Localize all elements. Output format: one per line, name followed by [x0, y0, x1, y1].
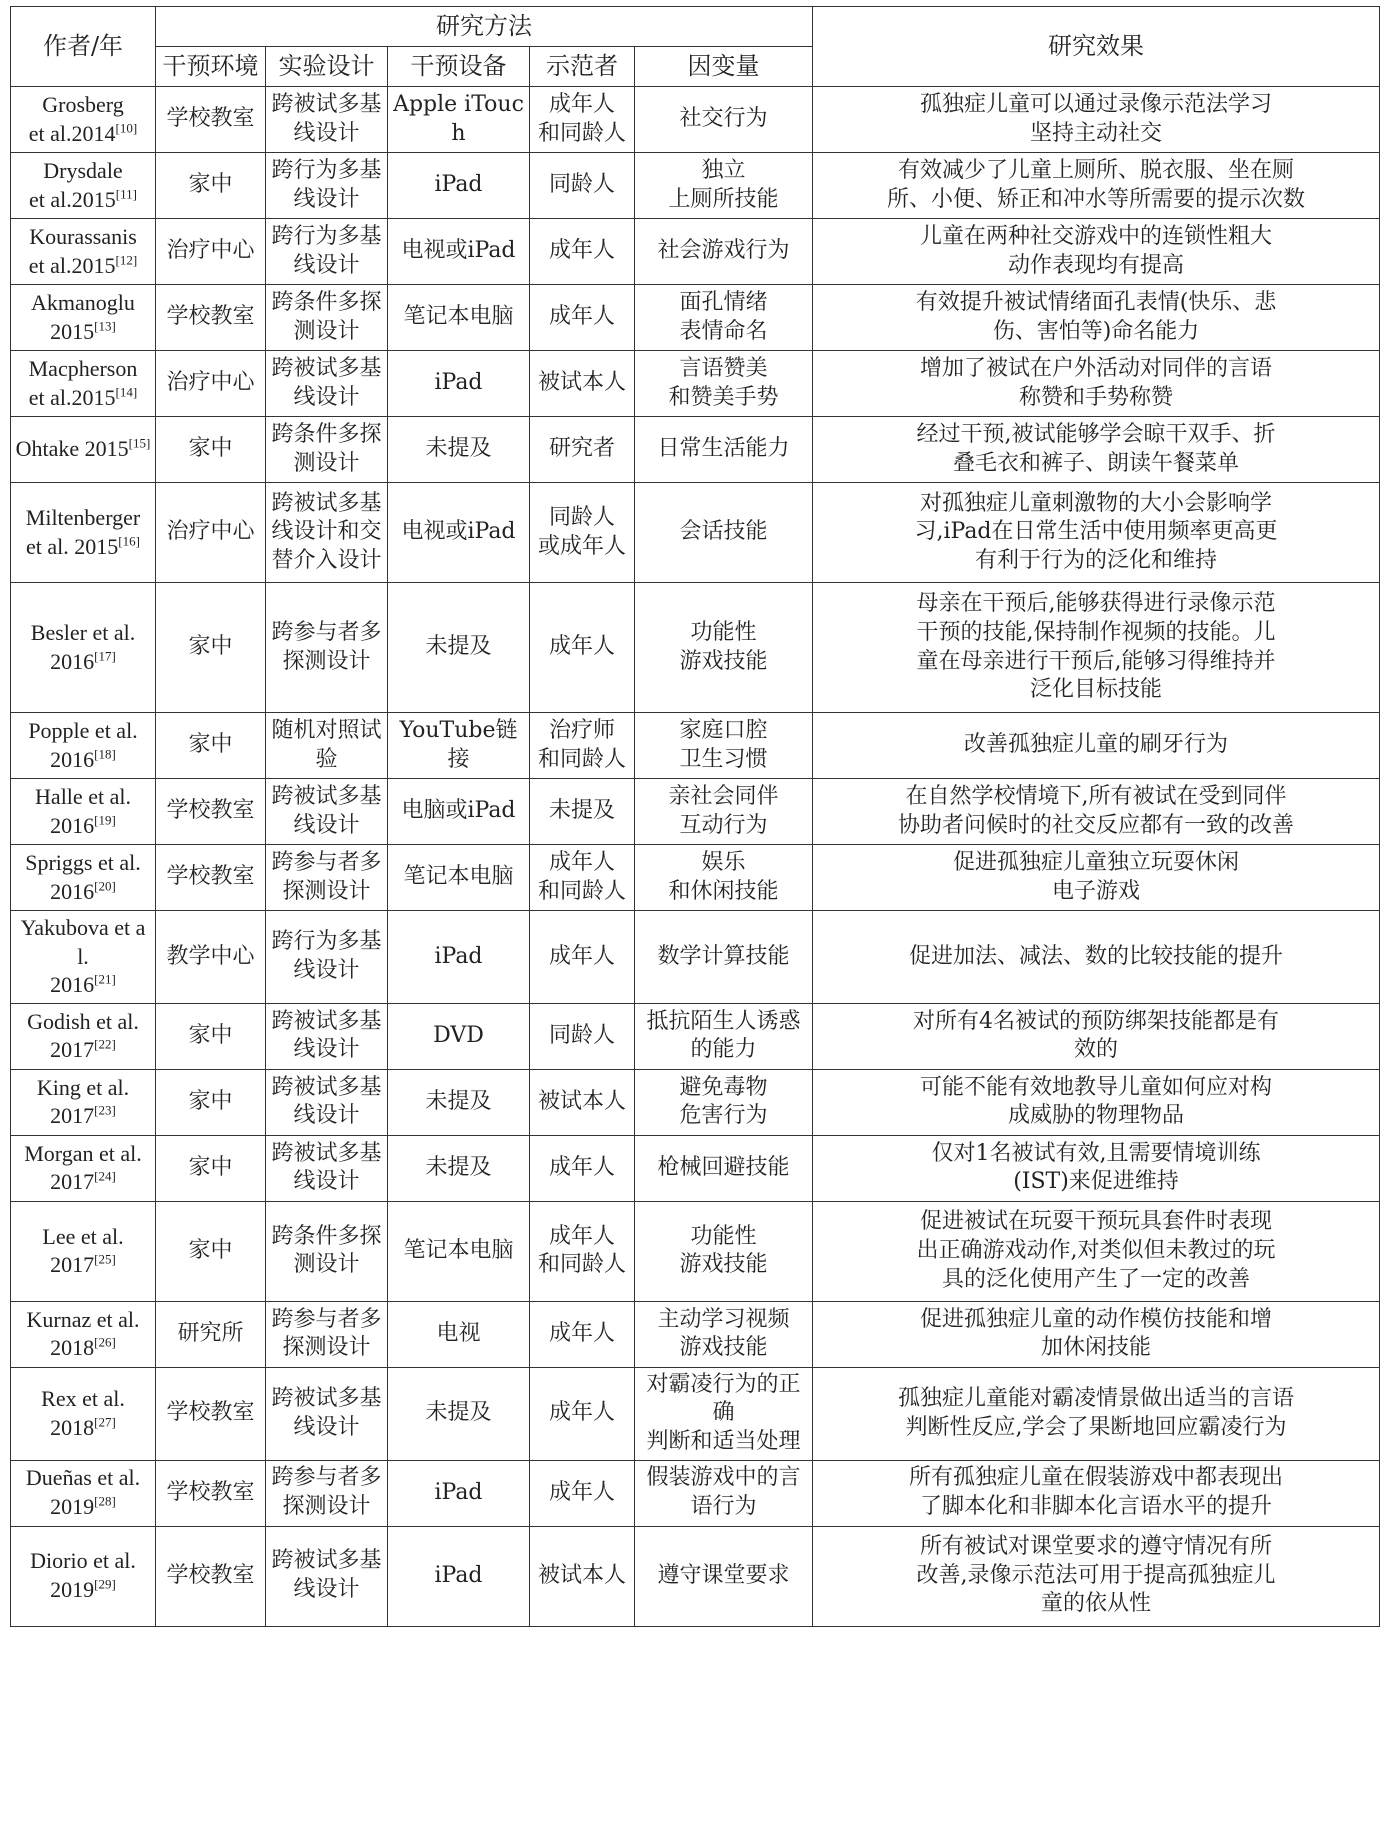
cell-model: 治疗师 和同龄人 [530, 713, 635, 779]
cell-setting: 学校教室 [156, 1460, 266, 1526]
table-row [11, 1069, 1380, 1135]
citation-ref: [24] [94, 1168, 116, 1184]
cell-model: 成年人 [530, 1367, 635, 1460]
table-row [11, 351, 1380, 417]
citation-ref: [19] [94, 812, 116, 828]
cell-dv: 面孔情绪 表情命名 [635, 285, 813, 351]
cell-setting: 家中 [156, 153, 266, 219]
cell-setting: 治疗中心 [156, 483, 266, 583]
cell-dv: 亲社会同伴 互动行为 [635, 779, 813, 845]
cell-setting: 家中 [156, 1069, 266, 1135]
citation-ref: [13] [94, 318, 116, 334]
table-row [11, 219, 1380, 285]
cell-design: 跨被试多基 线设计 [266, 351, 388, 417]
cell-author: Godish et al. 2017[22] [11, 1003, 156, 1069]
cell-design: 跨参与者多 探测设计 [266, 583, 388, 713]
cell-effect: 孤独症儿童能对霸凌情景做出适当的言语 判断性反应,学会了果断地回应霸凌行为 [813, 1367, 1380, 1460]
cell-effect: 可能不能有效地教导儿童如何应对构 成威胁的物理物品 [813, 1069, 1380, 1135]
cell-dv: 抵抗陌生人诱惑 的能力 [635, 1003, 813, 1069]
cell-dv: 假装游戏中的言 语行为 [635, 1460, 813, 1526]
header-design: 实验设计 [266, 47, 388, 87]
cell-dv: 言语赞美 和赞美手势 [635, 351, 813, 417]
cell-device: 未提及 [388, 1135, 530, 1201]
cell-device: Apple iTouch [388, 87, 530, 153]
cell-device: 笔记本电脑 [388, 1201, 530, 1301]
header-dv: 因变量 [635, 47, 813, 87]
cell-model: 未提及 [530, 779, 635, 845]
cell-effect: 孤独症儿童可以通过录像示范法学习 坚持主动社交 [813, 87, 1380, 153]
cell-dv: 社会游戏行为 [635, 219, 813, 285]
cell-design: 跨条件多探 测设计 [266, 285, 388, 351]
cell-dv: 枪械回避技能 [635, 1135, 813, 1201]
cell-model: 成年人 [530, 219, 635, 285]
cell-effect: 仅对1名被试有效,且需要情境训练 (IST)来促进维持 [813, 1135, 1380, 1201]
citation-ref: [20] [94, 878, 116, 894]
table-row [11, 1367, 1380, 1460]
cell-device: 未提及 [388, 1069, 530, 1135]
cell-dv: 遵守课堂要求 [635, 1526, 813, 1626]
cell-author: Morgan et al. 2017[24] [11, 1135, 156, 1201]
cell-device: iPad [388, 1526, 530, 1626]
cell-author: Besler et al. 2016[17] [11, 583, 156, 713]
cell-model: 被试本人 [530, 1069, 635, 1135]
cell-device: 未提及 [388, 417, 530, 483]
table-row [11, 483, 1380, 583]
cell-setting: 学校教室 [156, 285, 266, 351]
cell-effect: 促进孤独症儿童的动作模仿技能和增 加休闲技能 [813, 1301, 1380, 1367]
cell-device: 未提及 [388, 1367, 530, 1460]
cell-effect: 儿童在两种社交游戏中的连锁性粗大 动作表现均有提高 [813, 219, 1380, 285]
cell-setting: 治疗中心 [156, 219, 266, 285]
header-setting: 干预环境 [156, 47, 266, 87]
cell-author: Rex et al. 2018[27] [11, 1367, 156, 1460]
cell-author: Kurnaz et al. 2018[26] [11, 1301, 156, 1367]
cell-effect: 有效减少了儿童上厕所、脱衣服、坐在厕 所、小便、矫正和冲水等所需要的提示次数 [813, 153, 1380, 219]
cell-dv: 社交行为 [635, 87, 813, 153]
cell-dv: 对霸凌行为的正确 判断和适当处理 [635, 1367, 813, 1460]
table-row [11, 911, 1380, 1004]
cell-device: YouTube链接 [388, 713, 530, 779]
cell-design: 跨被试多基 线设计 [266, 1367, 388, 1460]
cell-design: 跨被试多基 线设计 [266, 1003, 388, 1069]
header-device: 干预设备 [388, 47, 530, 87]
cell-device: iPad [388, 153, 530, 219]
cell-design: 跨被试多基 线设计 [266, 1526, 388, 1626]
table-row [11, 779, 1380, 845]
cell-setting: 家中 [156, 417, 266, 483]
cell-design: 跨被试多基 线设计和交 替介入设计 [266, 483, 388, 583]
cell-effect: 对孤独症儿童刺激物的大小会影响学 习,iPad在日常生活中使用频率更高更 有利于行为的泛化和维持 [813, 483, 1380, 583]
cell-dv: 数学计算技能 [635, 911, 813, 1004]
cell-design: 跨被试多基 线设计 [266, 1069, 388, 1135]
cell-effect: 改善孤独症儿童的刷牙行为 [813, 713, 1380, 779]
cell-model: 同龄人 [530, 153, 635, 219]
cell-design: 跨被试多基 线设计 [266, 87, 388, 153]
cell-effect: 经过干预,被试能够学会晾干双手、折 叠毛衣和裤子、朗读午餐菜单 [813, 417, 1380, 483]
citation-ref: [23] [94, 1102, 116, 1118]
cell-model: 被试本人 [530, 1526, 635, 1626]
cell-model: 成年人 [530, 1135, 635, 1201]
cell-dv: 独立 上厕所技能 [635, 153, 813, 219]
cell-model: 成年人 [530, 583, 635, 713]
cell-author: Spriggs et al. 2016[20] [11, 845, 156, 911]
cell-dv: 功能性 游戏技能 [635, 583, 813, 713]
cell-design: 随机对照试 验 [266, 713, 388, 779]
cell-author: Lee et al. 2017[25] [11, 1201, 156, 1301]
cell-setting: 学校教室 [156, 779, 266, 845]
cell-model: 研究者 [530, 417, 635, 483]
cell-dv: 避免毒物 危害行为 [635, 1069, 813, 1135]
cell-device: 未提及 [388, 583, 530, 713]
cell-dv: 主动学习视频 游戏技能 [635, 1301, 813, 1367]
cell-setting: 教学中心 [156, 911, 266, 1004]
cell-effect: 对所有4名被试的预防绑架技能都是有 效的 [813, 1003, 1380, 1069]
cell-author: Akmanoglu 2015[13] [11, 285, 156, 351]
cell-model: 成年人 [530, 1301, 635, 1367]
cell-setting: 学校教室 [156, 1367, 266, 1460]
table-row [11, 153, 1380, 219]
cell-author: Yakubova et al. 2016[21] [11, 911, 156, 1004]
cell-author: Ohtake 2015[15] [11, 417, 156, 483]
cell-author: Kourassanis et al.2015[12] [11, 219, 156, 285]
citation-ref: [11] [115, 186, 137, 202]
cell-model: 成年人 和同龄人 [530, 87, 635, 153]
table-body [11, 87, 1380, 1627]
cell-device: 电视或iPad [388, 219, 530, 285]
cell-effect: 促进加法、减法、数的比较技能的提升 [813, 911, 1380, 1004]
cell-effect: 促进孤独症儿童独立玩耍休闲 电子游戏 [813, 845, 1380, 911]
cell-device: iPad [388, 911, 530, 1004]
cell-author: Macpherson et al.2015[14] [11, 351, 156, 417]
cell-model: 成年人 [530, 1460, 635, 1526]
cell-effect: 增加了被试在户外活动对同伴的言语 称赞和手势称赞 [813, 351, 1380, 417]
citation-ref: [10] [115, 120, 138, 136]
cell-setting: 治疗中心 [156, 351, 266, 417]
cell-design: 跨被试多基 线设计 [266, 779, 388, 845]
cell-setting: 家中 [156, 713, 266, 779]
cell-dv: 日常生活能力 [635, 417, 813, 483]
citation-ref: [26] [94, 1334, 116, 1350]
citation-ref: [14] [115, 384, 138, 400]
cell-setting: 家中 [156, 1201, 266, 1301]
cell-device: iPad [388, 1460, 530, 1526]
table-row [11, 1526, 1380, 1626]
cell-author: Halle et al. 2016[19] [11, 779, 156, 845]
cell-model: 成年人 [530, 911, 635, 1004]
cell-design: 跨行为多基 线设计 [266, 219, 388, 285]
cell-author: King et al. 2017[23] [11, 1069, 156, 1135]
citation-ref: [12] [115, 252, 138, 268]
cell-device: DVD [388, 1003, 530, 1069]
cell-dv: 功能性 游戏技能 [635, 1201, 813, 1301]
header-method-group: 研究方法 [156, 7, 813, 47]
cell-design: 跨被试多基 线设计 [266, 1135, 388, 1201]
table-row [11, 1201, 1380, 1301]
cell-model: 同龄人 [530, 1003, 635, 1069]
cell-design: 跨参与者多 探测设计 [266, 845, 388, 911]
table-row [11, 1003, 1380, 1069]
table-row [11, 1135, 1380, 1201]
cell-author: Drysdale et al.2015[11] [11, 153, 156, 219]
cell-author: Miltenberger et al. 2015[16] [11, 483, 156, 583]
table-row [11, 1301, 1380, 1367]
cell-dv: 家庭口腔 卫生习惯 [635, 713, 813, 779]
cell-effect: 在自然学校情境下,所有被试在受到同伴 协助者问候时的社交反应都有一致的改善 [813, 779, 1380, 845]
cell-design: 跨行为多基 线设计 [266, 911, 388, 1004]
cell-device: 笔记本电脑 [388, 845, 530, 911]
cell-design: 跨条件多探 测设计 [266, 417, 388, 483]
cell-effect: 所有被试对课堂要求的遵守情况有所 改善,录像示范法可用于提高孤独症儿 童的依从性 [813, 1526, 1380, 1626]
cell-author: Dueñas et al. 2019[28] [11, 1460, 156, 1526]
table-row [11, 285, 1380, 351]
cell-device: 电脑或iPad [388, 779, 530, 845]
literature-review-table [10, 6, 1380, 1627]
cell-author: Grosberg et al.2014[10] [11, 87, 156, 153]
table-row [11, 845, 1380, 911]
citation-ref: [17] [94, 648, 116, 664]
cell-effect: 母亲在干预后,能够获得进行录像示范 干预的技能,保持制作视频的技能。儿 童在母亲进行干预后,能够习得维持并 泛化目标技能 [813, 583, 1380, 713]
citation-ref: [25] [94, 1251, 116, 1267]
cell-design: 跨参与者多 探测设计 [266, 1301, 388, 1367]
cell-effect: 所有孤独症儿童在假装游戏中都表现出 了脚本化和非脚本化言语水平的提升 [813, 1460, 1380, 1526]
cell-setting: 家中 [156, 1003, 266, 1069]
cell-model: 成年人 和同龄人 [530, 1201, 635, 1301]
citation-ref: [21] [94, 971, 116, 987]
citation-ref: [27] [94, 1414, 116, 1430]
cell-author: Popple et al. 2016[18] [11, 713, 156, 779]
citation-ref: [16] [118, 533, 140, 549]
cell-model: 同龄人 或成年人 [530, 483, 635, 583]
cell-dv: 会话技能 [635, 483, 813, 583]
cell-setting: 研究所 [156, 1301, 266, 1367]
cell-author: Diorio et al. 2019[29] [11, 1526, 156, 1626]
table-row [11, 417, 1380, 483]
cell-design: 跨参与者多 探测设计 [266, 1460, 388, 1526]
cell-model: 成年人 和同龄人 [530, 845, 635, 911]
table-row [11, 87, 1380, 153]
cell-setting: 家中 [156, 1135, 266, 1201]
cell-effect: 有效提升被试情绪面孔表情(快乐、悲 伤、害怕等)命名能力 [813, 285, 1380, 351]
cell-setting: 学校教室 [156, 845, 266, 911]
cell-model: 被试本人 [530, 351, 635, 417]
citation-ref: [29] [94, 1576, 116, 1592]
cell-device: 笔记本电脑 [388, 285, 530, 351]
cell-setting: 学校教室 [156, 1526, 266, 1626]
cell-device: iPad [388, 351, 530, 417]
cell-setting: 家中 [156, 583, 266, 713]
citation-ref: [18] [94, 746, 116, 762]
header-effect: 研究效果 [813, 7, 1380, 87]
table-row [11, 713, 1380, 779]
cell-model: 成年人 [530, 285, 635, 351]
header-author: 作者/年 [11, 7, 156, 87]
cell-setting: 学校教室 [156, 87, 266, 153]
citation-ref: [22] [94, 1036, 116, 1052]
header-model: 示范者 [530, 47, 635, 87]
header-row-top [11, 7, 1380, 47]
cell-design: 跨条件多探 测设计 [266, 1201, 388, 1301]
citation-ref: [15] [128, 435, 151, 451]
cell-effect: 促进被试在玩耍干预玩具套件时表现 出正确游戏动作,对类似但未教过的玩 具的泛化使用产生了一定的改善 [813, 1201, 1380, 1301]
cell-design: 跨行为多基 线设计 [266, 153, 388, 219]
citation-ref: [28] [94, 1493, 116, 1509]
cell-device: 电视或iPad [388, 483, 530, 583]
cell-device: 电视 [388, 1301, 530, 1367]
table-row [11, 583, 1380, 713]
table-row [11, 1460, 1380, 1526]
cell-dv: 娱乐 和休闲技能 [635, 845, 813, 911]
